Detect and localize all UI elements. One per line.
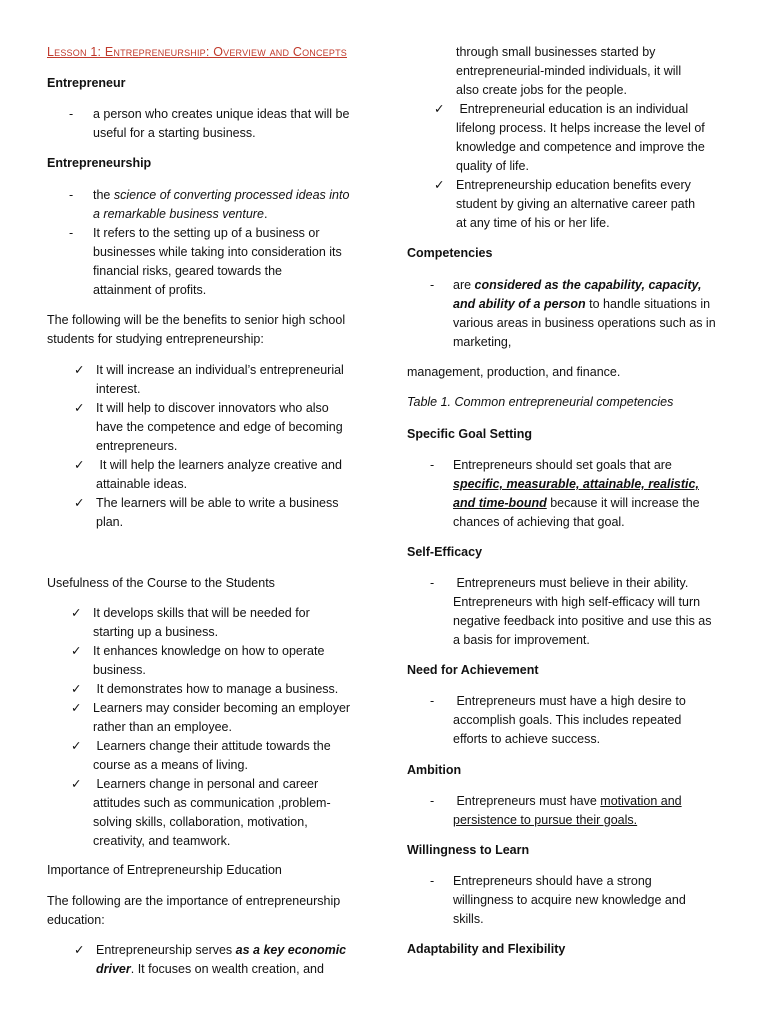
importance-line: lifelong process. It helps increase the level of: [456, 121, 705, 135]
ambition-line: Entrepreneurs must have motivation and: [453, 794, 682, 808]
importance-cont-line: through small businesses started by: [456, 45, 656, 59]
check-icon: ✓: [71, 739, 82, 753]
efficacy-line: a basis for improvement.: [453, 633, 590, 647]
check-icon: ✓: [434, 178, 445, 192]
usefulness-line: rather than an employee.: [93, 720, 232, 734]
competencies-line: are considered as the capability, capacity,: [453, 278, 702, 292]
efficacy-line: Entrepreneurs with high self-efficacy will turn: [453, 595, 701, 609]
willingness-line: skills.: [453, 912, 484, 926]
efficacy-line: Entrepreneurs must believe in their ability.: [453, 576, 689, 590]
check-icon: ✓: [71, 644, 82, 658]
entrepreneurship-def-line: a remarkable business venture.: [93, 207, 268, 221]
usefulness-line: creativity, and teamwork.: [93, 834, 231, 848]
goal-line: specific, measurable, attainable, realistic,: [453, 477, 699, 491]
achievement-line: accomplish goals. This includes repeated: [453, 713, 682, 727]
benefits-intro-line: The following will be the benefits to senior high school: [47, 313, 346, 327]
goal-line: Entrepreneurs should set goals that are: [453, 458, 672, 472]
heading-goal-setting: Specific Goal Setting: [407, 427, 533, 441]
benefit-line: entrepreneurs.: [96, 439, 178, 453]
check-icon: ✓: [74, 458, 85, 472]
heading-need-for-achievement: Need for Achievement: [407, 663, 539, 677]
achievement-line: efforts to achieve success.: [453, 732, 601, 746]
competencies-line: and ability of a person to handle situations in: [453, 297, 711, 311]
competencies-tail: management, production, and finance.: [407, 365, 621, 379]
benefit-line: It will help to discover innovators who also: [96, 401, 329, 415]
heading-willingness-to-learn: Willingness to Learn: [407, 843, 530, 857]
usefulness-line: course as a means of living.: [93, 758, 248, 772]
benefit-line: attainable ideas.: [96, 477, 188, 491]
check-icon: ✓: [434, 102, 445, 116]
heading-ambition: Ambition: [407, 763, 462, 777]
goal-line: and time-bound because it will increase the: [453, 496, 700, 510]
usefulness-line: attitudes such as communication ,problem-: [93, 796, 331, 810]
competencies-line: marketing,: [453, 335, 512, 349]
benefit-line: plan.: [96, 515, 124, 529]
goal-line: chances of achieving that goal.: [453, 515, 625, 529]
dash-bullet: -: [69, 226, 74, 240]
benefit-line: The learners will be able to write a business: [96, 496, 339, 510]
importance-line: at any time of his or her life.: [456, 216, 610, 230]
willingness-line: willingness to acquire new knowledge and: [453, 893, 686, 907]
importance-line: student by giving an alternative career path: [456, 197, 696, 211]
check-icon: ✓: [74, 363, 85, 377]
efficacy-line: negative feedback into positive and use this as: [453, 614, 712, 628]
usefulness-line: Learners change in personal and career: [93, 777, 319, 791]
check-icon: ✓: [71, 606, 82, 620]
usefulness-line: business.: [93, 663, 146, 677]
importance-intro-line: education:: [47, 913, 105, 927]
usefulness-line: It enhances knowledge on how to operate: [93, 644, 325, 658]
check-icon: ✓: [71, 701, 82, 715]
lesson-title: Lesson 1: Entrepreneurship: Overview and Concepts: [47, 45, 347, 59]
importance-cont-line: also create jobs for the people.: [456, 83, 627, 97]
dash-bullet: -: [430, 576, 435, 590]
check-icon: ✓: [71, 682, 82, 696]
check-icon: ✓: [71, 777, 82, 791]
usefulness-line: starting up a business.: [93, 625, 219, 639]
entrepreneur-def-line: a person who creates unique ideas that will be: [93, 107, 350, 121]
usefulness-line: Learners may consider becoming an employer: [93, 701, 351, 715]
benefit-line: It will increase an individual’s entrepreneurial: [96, 363, 344, 377]
importance-line: Entrepreneurial education is an individual: [456, 102, 689, 116]
usefulness-line: It develops skills that will be needed for: [93, 606, 310, 620]
benefit-line: interest.: [96, 382, 141, 396]
entrepreneurship-def2-line: financial risks, geared towards the: [93, 264, 282, 278]
check-icon: ✓: [74, 496, 85, 510]
benefit-line: have the competence and edge of becoming: [96, 420, 343, 434]
importance-line: Entrepreneurship serves as a key economic: [96, 943, 347, 957]
heading-competencies: Competencies: [407, 246, 493, 260]
table-caption: Table 1. Common entrepreneurial competencies: [407, 395, 674, 409]
heading-entrepreneurship: Entrepreneurship: [47, 156, 152, 170]
achievement-line: Entrepreneurs must have a high desire to: [453, 694, 686, 708]
heading-adaptability: Adaptability and Flexibility: [407, 942, 566, 956]
usefulness-line: solving skills, collaboration, motivation,: [93, 815, 308, 829]
importance-line: knowledge and competence and improve the: [456, 140, 705, 154]
importance-intro-line: The following are the importance of entrepreneurship: [47, 894, 341, 908]
check-icon: ✓: [74, 401, 85, 415]
entrepreneurship-def-line: the science of converting processed ideas into: [93, 188, 350, 202]
importance-line: Entrepreneurship education benefits every: [456, 178, 691, 192]
heading-self-efficacy: Self-Efficacy: [407, 545, 483, 559]
usefulness-line: Learners change their attitude towards the: [93, 739, 331, 753]
dash-bullet: -: [430, 458, 435, 472]
benefits-intro-line: students for studying entrepreneurship:: [47, 332, 264, 346]
importance-line: quality of life.: [456, 159, 529, 173]
dash-bullet: -: [430, 794, 435, 808]
willingness-line: Entrepreneurs should have a strong: [453, 874, 652, 888]
dash-bullet: -: [69, 107, 74, 121]
entrepreneurship-def2-line: It refers to the setting up of a business or: [93, 226, 320, 240]
heading-importance: Importance of Entrepreneurship Education: [47, 863, 282, 877]
heading-usefulness: Usefulness of the Course to the Students: [47, 576, 275, 590]
entrepreneurship-def2-line: attainment of profits.: [93, 283, 207, 297]
benefit-line: It will help the learners analyze creative and: [96, 458, 342, 472]
importance-cont-line: entrepreneurial-minded individuals, it will: [456, 64, 682, 78]
ambition-line: persistence to pursue their goals.: [453, 813, 638, 827]
heading-entrepreneur: Entrepreneur: [47, 76, 126, 90]
dash-bullet: -: [430, 694, 435, 708]
competencies-line: various areas in business operations such as in: [453, 316, 716, 330]
entrepreneurship-def2-line: businesses while taking into consideration its: [93, 245, 342, 259]
usefulness-line: It demonstrates how to manage a business.: [93, 682, 339, 696]
check-icon: ✓: [74, 943, 85, 957]
dash-bullet: -: [430, 874, 435, 888]
entrepreneur-def-line: useful for a starting business.: [93, 126, 256, 140]
dash-bullet: -: [69, 188, 74, 202]
importance-line: driver. It focuses on wealth creation, and: [96, 962, 324, 976]
dash-bullet: -: [430, 278, 435, 292]
